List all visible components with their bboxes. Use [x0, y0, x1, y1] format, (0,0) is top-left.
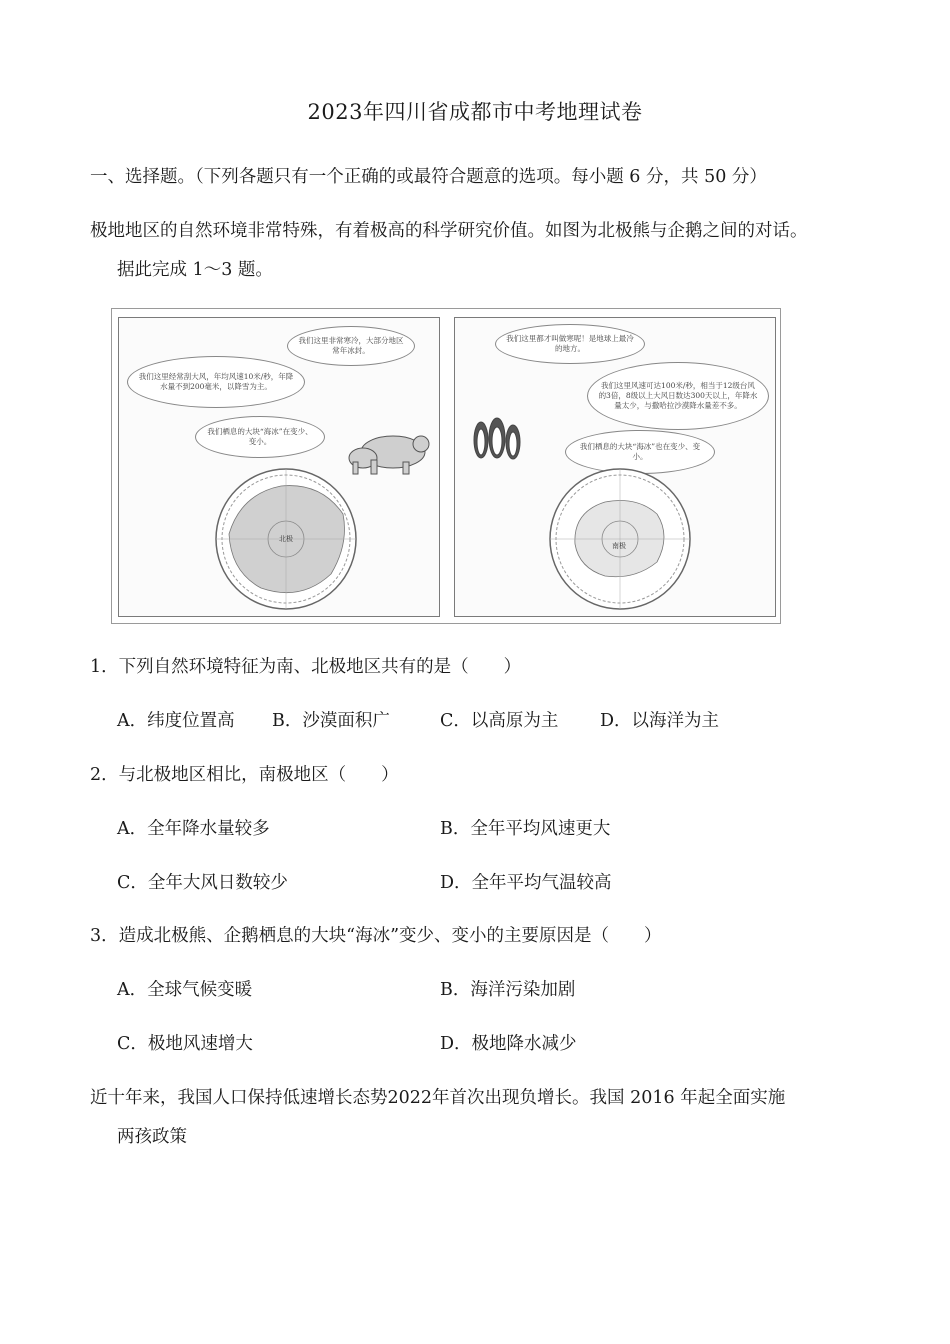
- question-1-option-a[interactable]: A．纬度位置高: [117, 711, 235, 731]
- population-paragraph-line-1: 近十年来，我国人口保持低速增长态势2022年首次出现负增长。我国 2016 年起全面实施: [90, 1088, 786, 1108]
- question-2-option-d[interactable]: D．全年平均气温较高: [440, 873, 612, 893]
- question-3-option-d[interactable]: D．极地降水减少: [440, 1034, 577, 1054]
- question-3-option-a[interactable]: A．全球气候变暖: [117, 980, 253, 1000]
- speech-bubble: 我们这里都才叫做寒呢！是地球上最冷的地方。: [495, 324, 645, 364]
- population-paragraph-line-2: 两孩政策: [117, 1127, 187, 1147]
- question-3-option-b[interactable]: B．海洋污染加剧: [440, 980, 576, 1000]
- map-label: 南极: [612, 542, 626, 550]
- speech-bubble: 我们这里经常刮大风，年均风速10米/秒，年降水量不到200毫米，以降雪为主。: [127, 356, 305, 408]
- intro-paragraph-line-2: 据此完成 1～3 题。: [117, 260, 273, 280]
- question-2-option-b[interactable]: B．全年平均风速更大: [440, 819, 611, 839]
- antarctic-map: [545, 464, 695, 614]
- penguin-panel: [454, 317, 776, 617]
- section-heading: 一、选择题。（下列各题只有一个正确的或最符合题意的选项。每小题 6 分，共 50 分）: [90, 167, 767, 187]
- question-3-option-c[interactable]: C．极地风速增大: [117, 1034, 253, 1054]
- question-2-option-c[interactable]: C．全年大风日数较少: [117, 873, 288, 893]
- penguin-icon: [467, 408, 527, 468]
- dialogue-figure: [111, 308, 781, 624]
- speech-bubble: 我们这里风速可达100米/秒，相当于12级台风的3倍，8级以上大风日数达300天以上，年降水量太少，与撒哈拉沙漠降水量差不多。: [587, 362, 769, 430]
- question-1-option-c[interactable]: C．以高原为主: [440, 711, 559, 731]
- page-title: 2023年四川省成都市中考地理试卷: [307, 100, 643, 124]
- question-1-option-b[interactable]: B．沙漠面积广: [272, 711, 390, 731]
- speech-bubble: 我们栖息的大块“海冰”在变少、变小。: [195, 416, 325, 458]
- question-1-stem: 1．下列自然环境特征为南、北极地区共有的是（ ）: [90, 657, 522, 677]
- question-3-stem: 3．造成北极熊、企鹅栖息的大块“海冰”变少、变小的主要原因是（ ）: [90, 926, 662, 946]
- question-2-option-a[interactable]: A．全年降水量较多: [117, 819, 270, 839]
- question-1-option-d[interactable]: D．以海洋为主: [600, 711, 720, 731]
- question-2-stem: 2．与北极地区相比，南极地区（ ）: [90, 765, 399, 785]
- speech-bubble: 我们栖息的大块“海冰”也在变少、变小。: [565, 430, 715, 474]
- intro-paragraph-line-1: 极地地区的自然环境非常特殊，有着极高的科学研究价值。如图为北极熊与企鹅之间的对话。: [90, 221, 808, 241]
- polar-bear-panel: [118, 317, 440, 617]
- map-label: 北极: [279, 535, 293, 543]
- speech-bubble: 我们这里非常寒冷，大部分地区常年冰封。: [287, 326, 415, 366]
